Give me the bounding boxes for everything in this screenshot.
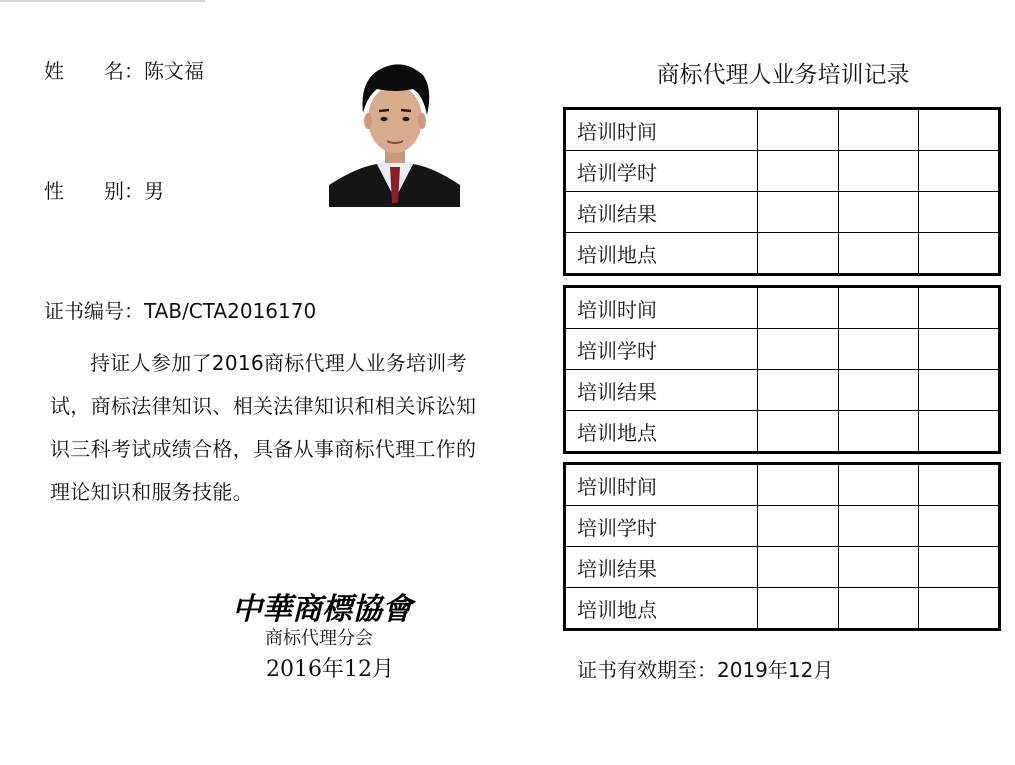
holder-photo xyxy=(329,53,460,207)
table-row xyxy=(565,151,1000,192)
table-cell xyxy=(919,464,1000,506)
gender-label: 性 别： xyxy=(44,179,144,203)
table-cell xyxy=(838,370,919,411)
row-label: 培训地点 xyxy=(565,588,758,630)
table-row xyxy=(565,287,1000,329)
row-label: 培训学时 xyxy=(565,151,758,192)
cert-number-field xyxy=(44,295,316,324)
table-row xyxy=(565,588,1000,630)
table-cell xyxy=(919,588,1000,630)
statement-paragraph: 持证人参加了2016商标代理人业务培训考试，商标法律知识、相关法律知识和相关诉讼知识三科考试成绩合格，具备从事商标代理工作的理论知识和服务技能。 xyxy=(50,351,477,504)
table-cell xyxy=(758,329,839,370)
name-value: 陈文福 xyxy=(144,59,204,83)
row-label: 培训时间 xyxy=(565,109,758,151)
issuer-branch: 商标代理分会 xyxy=(265,628,373,649)
table-cell xyxy=(758,547,839,588)
association-calligraphy xyxy=(232,590,422,628)
validity-date: 2019年12月 xyxy=(717,658,834,682)
table-row xyxy=(565,109,1000,151)
table-cell xyxy=(758,411,839,453)
table-row xyxy=(565,547,1000,588)
issue-date: 2016年12月 xyxy=(266,657,394,682)
top-divider xyxy=(0,0,205,2)
table-row xyxy=(565,370,1000,411)
table-cell xyxy=(838,411,919,453)
table-cell xyxy=(919,506,1000,547)
table-row xyxy=(565,464,1000,506)
table-cell xyxy=(758,233,839,275)
gender-value: 男 xyxy=(144,179,164,203)
table-row xyxy=(565,411,1000,453)
table-cell xyxy=(919,329,1000,370)
table-row xyxy=(565,506,1000,547)
table-cell xyxy=(919,192,1000,233)
table-cell xyxy=(838,233,919,275)
training-record-table-1 xyxy=(563,107,1001,276)
table-cell xyxy=(838,151,919,192)
table-cell xyxy=(758,506,839,547)
row-label: 培训学时 xyxy=(565,329,758,370)
cert-number-label: 证书编号： xyxy=(44,299,144,323)
name-label: 姓 名： xyxy=(44,59,144,83)
table-cell xyxy=(919,411,1000,453)
name-field xyxy=(44,55,204,84)
record-title: 商标代理人业务培训记录 xyxy=(656,62,910,88)
table-cell xyxy=(919,233,1000,275)
row-label: 培训学时 xyxy=(565,506,758,547)
gender-field xyxy=(44,175,164,204)
training-record-table-3 xyxy=(563,462,1001,631)
table-cell xyxy=(919,109,1000,151)
table-cell xyxy=(919,370,1000,411)
table-cell xyxy=(838,329,919,370)
row-label: 培训时间 xyxy=(565,464,758,506)
row-label: 培训地点 xyxy=(565,233,758,275)
row-label: 培训结果 xyxy=(565,547,758,588)
table-cell xyxy=(758,464,839,506)
table-cell xyxy=(919,547,1000,588)
table-cell xyxy=(919,287,1000,329)
table-cell xyxy=(758,192,839,233)
table-cell xyxy=(758,151,839,192)
validity-field xyxy=(577,654,833,683)
table-cell xyxy=(838,464,919,506)
cert-number-value: TAB/CTA2016170 xyxy=(144,299,317,323)
table-cell xyxy=(758,588,839,630)
calligraphy-text: 中華商標協會 xyxy=(232,592,412,627)
row-label: 培训地点 xyxy=(565,411,758,453)
table-cell xyxy=(838,192,919,233)
table-cell xyxy=(838,506,919,547)
validity-label: 证书有效期至： xyxy=(577,658,717,682)
table-row xyxy=(565,233,1000,275)
row-label: 培训时间 xyxy=(565,287,758,329)
table-cell xyxy=(758,109,839,151)
table-cell xyxy=(758,287,839,329)
row-label: 培训结果 xyxy=(565,192,758,233)
table-cell xyxy=(838,109,919,151)
table-row xyxy=(565,329,1000,370)
table-row xyxy=(565,192,1000,233)
row-label: 培训结果 xyxy=(565,370,758,411)
table-cell xyxy=(758,370,839,411)
training-record-table-2 xyxy=(563,285,1001,454)
table-cell xyxy=(838,547,919,588)
table-cell xyxy=(838,588,919,630)
table-cell xyxy=(838,287,919,329)
table-cell xyxy=(919,151,1000,192)
